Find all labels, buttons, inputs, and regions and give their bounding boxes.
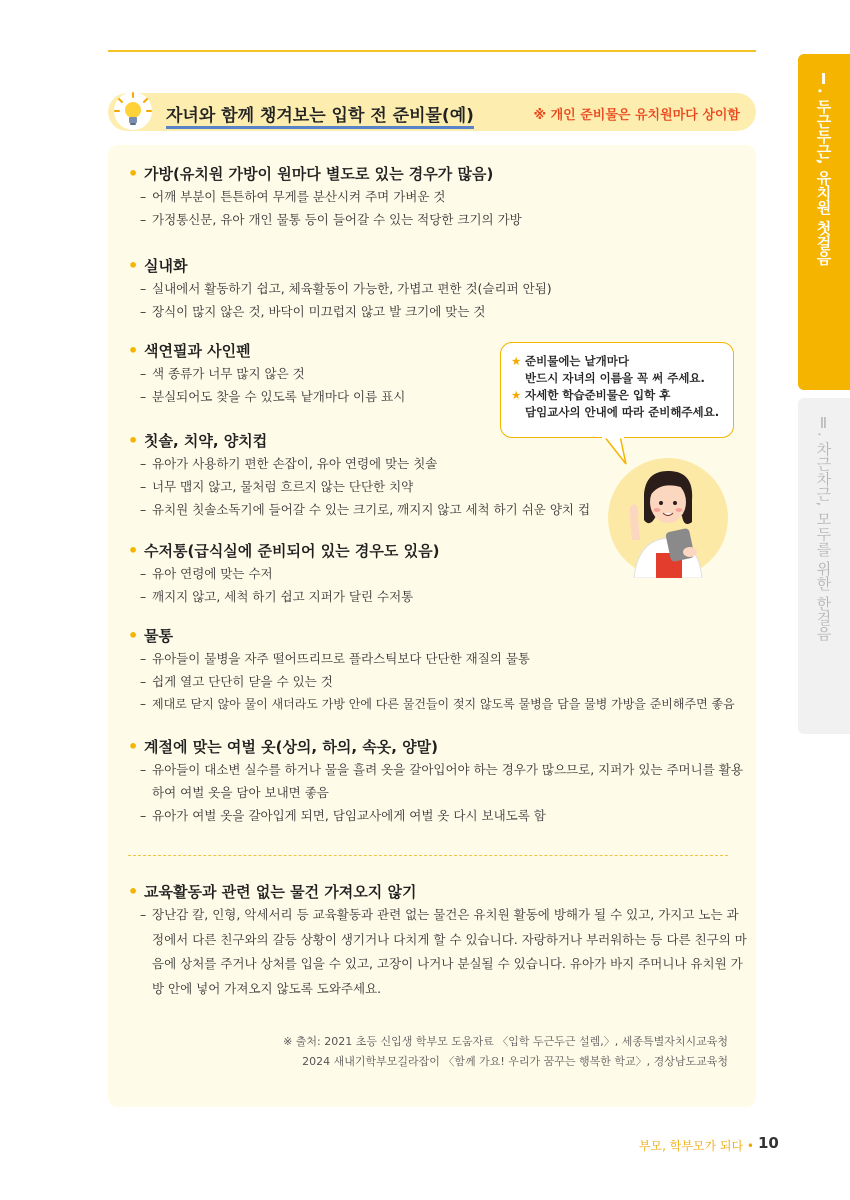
- item-detail: – 장식이 많지 않은 것, 바닥이 미끄럽지 않고 발 크기에 맞는 것: [128, 300, 748, 323]
- source-citation: [283, 1032, 728, 1072]
- side-tab-chapter-2[interactable]: [798, 398, 850, 734]
- star-icon: ★: [511, 354, 522, 368]
- footer-title: 부모, 학부모가 되다 •: [638, 1139, 754, 1153]
- item-detail: – 깨지지 않고, 세척 하기 쉽고 지퍼가 달린 수저통: [128, 585, 748, 608]
- item-title: • 실내화: [128, 255, 748, 277]
- item-title: • 색연필과 사인펜: [128, 340, 748, 362]
- teacher-illustration: [608, 458, 728, 578]
- item-detail: – 실내에서 활동하기 쉽고, 체육활동이 가능한, 가볍고 편한 것(슬리퍼 안됨): [128, 277, 748, 300]
- bubble-line: 담임교사의 안내에 따라 준비해주세요.: [525, 405, 720, 419]
- item-detail: – 장난감 칼, 인형, 악세서리 등 교육활동과 관련 없는 물건은 유치원 활동에 방해가 될 수 있고, 가지고 노는 과정에서 다른 친구와의 갈등 상황이 생기거나 다치게 할 수 있습니다. 자랑하거나 부러워하는 등 다른 친구의 마음에 상처를 주거나 상처를 입을 수 있고, 고장이 나거나 분실될 수 있습니다. 유아가 바지 주머니나 유치원 가방 안에 넣어 가져오지 않도록 도와주세요.: [128, 903, 748, 1001]
- item-detail: – 색 종류가 너무 많지 않은 것: [128, 362, 748, 385]
- item-title: • 가방(유치원 가방이 원마다 별도로 있는 경우가 많음): [128, 163, 748, 185]
- bubble-line: ★ 자세한 학습준비물은 입학 후: [511, 388, 671, 402]
- source-line: 2024 새내기학부모길라잡이 〈함께 가요! 우리가 꿈꾸는 행복한 학교〉, 경상남도교육청: [302, 1055, 728, 1068]
- item-title: • 계절에 맞는 여벌 옷(상의, 하의, 속옷, 양말): [128, 736, 748, 758]
- prep-item-bag: [128, 163, 748, 231]
- item-title: • 물통: [128, 625, 748, 647]
- page-title: 자녀와 함께 챙겨보는 입학 전 준비물(예): [166, 101, 474, 126]
- item-detail: – 쉽게 열고 단단히 닫을 수 있는 것: [128, 670, 748, 693]
- page-number: 10: [758, 1134, 779, 1152]
- bubble-line: ★ 준비물에는 낱개마다: [511, 354, 629, 368]
- item-detail: – 가정통신문, 유아 개인 물통 등이 들어갈 수 있는 적당한 크기의 가방: [128, 208, 748, 231]
- bubble-line: 반드시 자녀의 이름을 꼭 써 주세요.: [525, 371, 705, 385]
- prep-item-water-bottle: [128, 625, 748, 716]
- top-rule: [108, 50, 756, 52]
- item-detail: – 어깨 부분이 튼튼하여 무게를 분산시켜 주며 가벼운 것: [128, 185, 748, 208]
- item-title: • 수저통(급식실에 준비되어 있는 경우도 있음): [128, 540, 748, 562]
- item-title: • 교육활동과 관련 없는 물건 가져오지 않기: [128, 881, 748, 903]
- side-tab-chapter-1[interactable]: [798, 54, 850, 390]
- item-title: • 칫솔, 치약, 양치컵: [128, 430, 748, 452]
- item-detail: – 유아 연령에 맞는 수저: [128, 562, 748, 585]
- source-line: ※ 출처: 2021 초등 신입생 학부모 도움자료 〈입학 두근두근 설렘,〉, 세종특별자치시교육청: [283, 1035, 728, 1048]
- item-detail: – 분실되어도 찾을 수 있도록 낱개마다 이름 표시: [128, 385, 748, 408]
- star-icon: ★: [511, 388, 522, 402]
- prep-item-no-toys: [128, 881, 748, 1001]
- item-detail: – 너무 맵지 않고, 물처럼 흐르지 않는 단단한 치약: [128, 475, 748, 498]
- item-detail: – 유아가 여벌 옷을 갈아입게 되면, 담임교사에게 여벌 옷 다시 보내도록 함: [128, 804, 748, 827]
- lightbulb-icon: [110, 89, 156, 135]
- item-detail: – 유아들이 물병을 자주 떨어뜨리므로 플라스틱보다 단단한 재질의 물통: [128, 647, 748, 670]
- item-detail: – 유치원 칫솔소독기에 들어갈 수 있는 크기로, 깨지지 않고 세척 하기 쉬운 양치 컵: [128, 498, 748, 521]
- prep-item-spare-clothes: [128, 736, 748, 827]
- item-detail: – 제대로 닫지 않아 물이 새더라도 가방 안에 다른 물건들이 젖지 않도록 물병을 담을 물병 가방을 준비해주면 좋음: [128, 693, 748, 716]
- section-header: [108, 93, 756, 131]
- side-tab-label: Ⅱ. 차근차근, 모두를 위한 한걸음: [814, 414, 833, 641]
- speech-bubble: [500, 342, 734, 438]
- prep-item-indoor-shoes: [128, 255, 748, 323]
- side-tab-label: Ⅰ. 두근두근, 유치원 첫걸음: [814, 70, 833, 266]
- dashed-divider: [128, 855, 728, 856]
- item-detail: – 유아들이 대소변 실수를 하거나 물을 흘려 옷을 갈아입어야 하는 경우가 많으므로, 지퍼가 있는 주머니를 활용하여 여벌 옷을 담아 보내면 좋음: [128, 758, 748, 804]
- header-note: ※ 개인 준비물은 유치원마다 상이함: [533, 108, 740, 123]
- item-detail: – 유아가 사용하기 편한 손잡이, 유아 연령에 맞는 칫솔: [128, 452, 748, 475]
- content-box: [108, 145, 756, 1107]
